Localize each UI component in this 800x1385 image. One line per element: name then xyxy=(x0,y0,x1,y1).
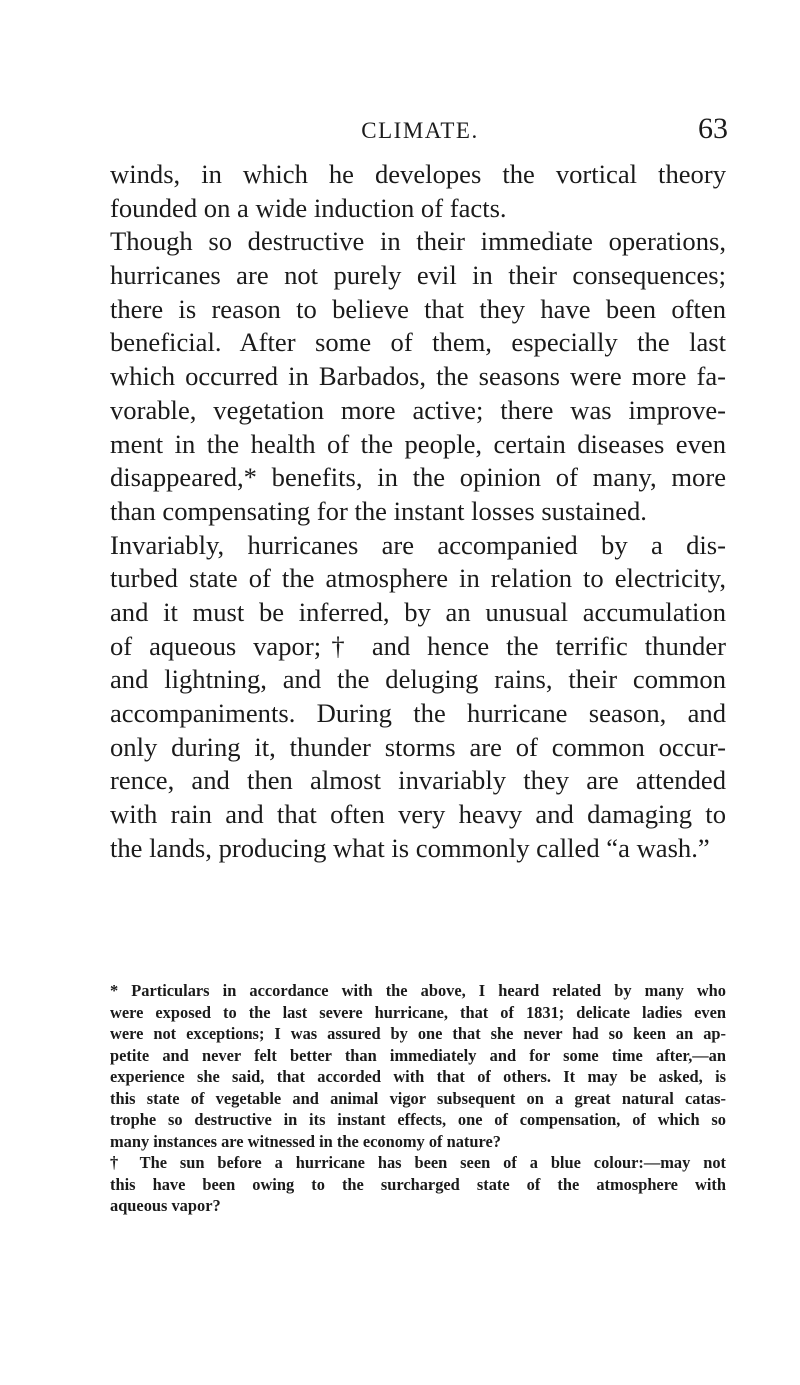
running-head xyxy=(120,112,728,148)
body-line: and it must be inferred, by an unusual accumulation xyxy=(110,596,726,627)
body-line: the lands, producing what is commonly called “a wash.” xyxy=(110,832,710,863)
body-line: there is reason to believe that they have been often xyxy=(110,293,726,324)
footnote-line: † The sun before a hurricane has been seen of a blue colour:—may not xyxy=(110,1153,726,1172)
footnote-line: many instances are witnessed in the economy of nature? xyxy=(110,1131,501,1151)
body-line: beneficial. After some of them, especially the last xyxy=(110,327,726,358)
body-line: Invariably, hurricanes are accompanied by a dis- xyxy=(110,529,726,560)
page-number: 63 xyxy=(698,112,728,145)
running-title: CLIMATE. xyxy=(361,118,479,143)
footnote-line: this state of vegetable and animal vigor subsequent on a great natural catas- xyxy=(110,1088,726,1108)
footnote-line: were not exceptions; I was assured by one that she never had so keen an ap- xyxy=(110,1024,726,1043)
footnote-line: this have been owing to the surcharged state of the atmosphere with xyxy=(110,1174,726,1194)
body-line: Though so destructive in their immediate operations, xyxy=(110,226,726,257)
footnote-line: were exposed to the last severe hurricane, that of 1831; delicate ladies even xyxy=(110,1002,726,1022)
body-line: vorable, vegetation more active; there was improve- xyxy=(110,394,726,425)
body-line: hurricanes are not purely evil in their consequences; xyxy=(110,260,726,291)
body-line: than compensating for the instant losses sustained. xyxy=(110,495,647,526)
footnote-line: trophe so destructive in its instant effects, one of compensation, of which so xyxy=(110,1110,726,1129)
footnote-line: experience she said, that accorded with that of others. It may be asked, is xyxy=(110,1067,726,1086)
body-line: with rain and that often very heavy and damaging to xyxy=(110,799,726,830)
body-line: and lightning, and the deluging rains, their common xyxy=(110,664,726,695)
body-line: winds, in which he developes the vortical theory xyxy=(110,159,726,189)
footnote-line: aqueous vapor? xyxy=(110,1196,221,1215)
body-line: ment in the health of the people, certain diseases even xyxy=(110,428,726,459)
body-text xyxy=(110,158,726,865)
body-line: disappeared,* benefits, in the opinion of many, more xyxy=(110,462,726,493)
body-line: turbed state of the atmosphere in relation to electricity, xyxy=(110,563,726,594)
body-line: accompaniments. During the hurricane season, and xyxy=(110,698,726,728)
footnotes xyxy=(110,980,726,1217)
body-line: founded on a wide induction of facts. xyxy=(110,192,507,223)
body-line: only during it, thunder storms are of common occur- xyxy=(110,731,726,762)
footnote-line: * Particulars in accordance with the above, I heard related by many who xyxy=(110,981,726,1000)
footnote-line: petite and never felt better than immediately and for some time after,—an xyxy=(110,1045,726,1065)
body-line: of aqueous vapor;† and hence the terrific thunder xyxy=(110,630,726,661)
body-line: which occurred in Barbados, the seasons were more fa- xyxy=(110,361,726,392)
body-line: rence, and then almost invariably they are attended xyxy=(110,765,726,796)
